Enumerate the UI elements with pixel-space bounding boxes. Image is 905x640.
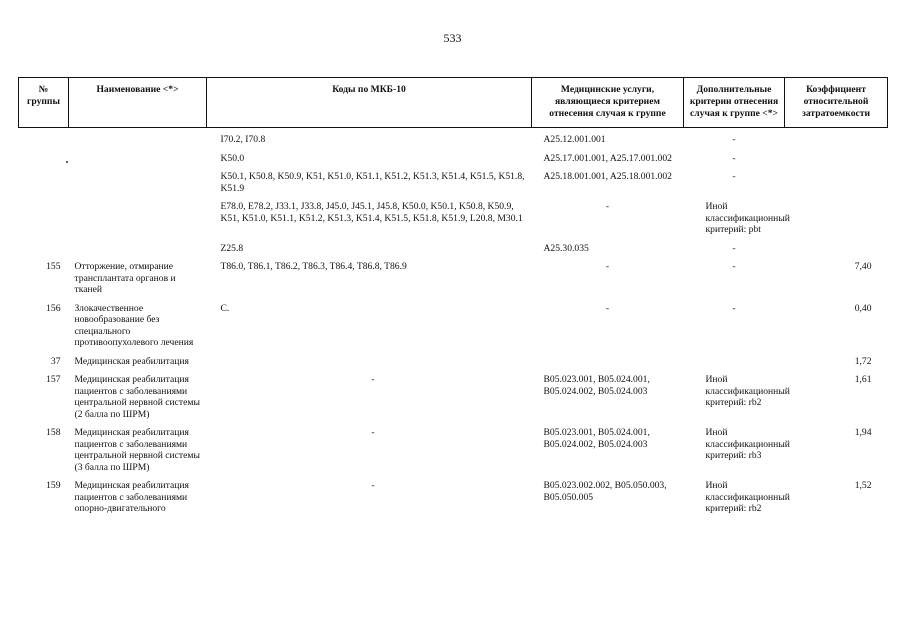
cell-coefficient bbox=[785, 128, 888, 150]
cell-name: Отторжение, отмирание трансплантата органов и тканей bbox=[74, 261, 176, 295]
table-header bbox=[19, 78, 888, 128]
cell-group-number bbox=[19, 168, 69, 198]
cell-icd-codes: - bbox=[371, 427, 375, 438]
cell-group-number: 157 bbox=[46, 374, 61, 385]
cell-icd-codes: K50.1, K50.8, K50.9, K51, K51.0, K51.1, K51.2, K51.3, K51.4, K51.5, K51.8, K51.9 bbox=[220, 171, 525, 194]
table-body bbox=[19, 128, 888, 519]
cell-coefficient bbox=[785, 168, 888, 198]
cell-coefficient: 7,40 bbox=[854, 261, 872, 272]
cell-extra-criteria: - bbox=[732, 242, 736, 254]
cell-group-number: 37 bbox=[50, 355, 61, 367]
cell-extra-criteria: Иной классификационный критерий: rb3 bbox=[705, 427, 790, 461]
table-row bbox=[19, 424, 888, 477]
header-group-number: № группы bbox=[19, 78, 69, 128]
tariff-table bbox=[18, 77, 888, 519]
cell-coefficient: 1,72 bbox=[854, 355, 872, 367]
tariff-table-container bbox=[18, 77, 888, 519]
table-row bbox=[19, 300, 888, 353]
cell-services: A25.30.035 bbox=[543, 242, 589, 254]
cell-group-number bbox=[19, 198, 69, 240]
cell-group-number bbox=[19, 128, 69, 150]
cell-services: B05.023.001, B05.024.001, B05.024.002, B05.024.003 bbox=[543, 427, 650, 450]
cell-group-number bbox=[19, 240, 69, 259]
cell-group-number: 156 bbox=[46, 302, 61, 314]
cell-services: A25.12.001.001 bbox=[543, 134, 606, 145]
cell-icd-codes bbox=[207, 353, 532, 372]
cell-icd-codes: - bbox=[371, 480, 375, 491]
cell-icd-codes: - bbox=[371, 374, 375, 385]
cell-services: B05.023.001, B05.024.001, B05.024.002, B05.024.003 bbox=[543, 374, 650, 397]
cell-extra-criteria: - bbox=[732, 302, 736, 314]
table-row bbox=[19, 371, 888, 424]
cell-services: - bbox=[605, 201, 610, 212]
cell-extra-criteria: - bbox=[732, 261, 736, 272]
cell-icd-codes: E78.0, E78.2, J33.1, J33.8, J45.0, J45.1, J45.8, K50.0, K50.1, K50.8, K50.9, K51, K51.0, K51.1, K51.2, K51.3, K51.4, K51.5, K51.8, K51.9, L20.8, M30.1 bbox=[220, 201, 523, 224]
page-number: 533 bbox=[443, 31, 462, 45]
cell-icd-codes: C. bbox=[220, 302, 230, 314]
header-coefficient: Коэффициент относительной затратоемкости bbox=[785, 78, 888, 128]
cell-name: Медицинская реабилитация пациентов с заболеваниями центральной нервной системы (3 балла по ШРМ) bbox=[74, 427, 200, 473]
cell-icd-codes: Z25.8 bbox=[220, 242, 244, 254]
cell-services: A25.17.001.001, A25.17.001.002 bbox=[543, 152, 672, 164]
cell-extra-criteria: - bbox=[732, 134, 736, 145]
header-icd-codes: Коды по МКБ-10 bbox=[207, 78, 532, 128]
table-row bbox=[19, 128, 888, 150]
header-extra-criteria: Дополнительные критерии отнесения случая к группе <*> bbox=[684, 78, 785, 128]
cell-coefficient bbox=[785, 240, 888, 259]
cell-coefficient bbox=[785, 150, 888, 169]
cell-coefficient: 1,94 bbox=[854, 427, 872, 438]
cell-group-number: 158 bbox=[46, 427, 61, 438]
table-row bbox=[19, 258, 888, 300]
table-row bbox=[19, 477, 888, 519]
cell-services: B05.023.002.002, B05.050.003, B05.050.005 bbox=[543, 480, 667, 503]
cell-name: Злокачественное новообразование без специального противоопухолевого лечения bbox=[74, 302, 194, 348]
header-services: Медицинские услуги, являющиеся критерием отнесения случая к группе bbox=[532, 78, 684, 128]
cell-name: Медицинская реабилитация пациентов с заболеваниями центральной нервной системы (2 балла по ШРМ) bbox=[74, 374, 200, 420]
header-name: Наименование <*> bbox=[69, 78, 207, 128]
table-row bbox=[19, 168, 888, 198]
cell-name bbox=[69, 198, 207, 240]
cell-coefficient: 1,61 bbox=[854, 374, 872, 385]
table-row bbox=[19, 240, 888, 259]
cell-extra-criteria: - bbox=[732, 171, 736, 182]
cell-coefficient: 1,52 bbox=[854, 480, 872, 491]
cell-coefficient bbox=[785, 198, 888, 240]
cell-extra-criteria: Иной классификационный критерий: rb2 bbox=[705, 374, 790, 408]
table-row bbox=[19, 150, 888, 169]
cell-group-number bbox=[19, 150, 69, 169]
cell-group-number: 159 bbox=[46, 480, 61, 491]
cell-extra-criteria: Иной классификационный критерий: rb2 bbox=[705, 480, 790, 514]
cell-name: Медицинская реабилитация пациентов с заболеваниями опорно-двигательного bbox=[74, 480, 189, 514]
cell-services: - bbox=[605, 302, 610, 314]
cell-services bbox=[532, 353, 684, 372]
cell-coefficient: 0,40 bbox=[854, 302, 872, 314]
cell-icd-codes: I70.2, I70.8 bbox=[220, 134, 266, 145]
cell-name bbox=[69, 240, 207, 259]
cell-services: A25.18.001.001, A25.18.001.002 bbox=[543, 171, 672, 182]
cell-icd-codes: K50.0 bbox=[220, 152, 245, 164]
cell-extra-criteria: - bbox=[732, 152, 736, 164]
cell-name bbox=[69, 128, 207, 150]
table-row bbox=[19, 198, 888, 240]
cell-name bbox=[69, 150, 207, 169]
cell-name bbox=[69, 168, 207, 198]
cell-services: - bbox=[605, 261, 610, 272]
cell-group-number: 155 bbox=[46, 261, 61, 272]
cell-name: Медицинская реабилитация bbox=[74, 355, 189, 367]
cell-icd-codes: T86.0, T86.1, T86.2, T86.3, T86.4, T86.8, T86.9 bbox=[220, 261, 407, 272]
table-row bbox=[19, 353, 888, 372]
cell-extra-criteria bbox=[684, 353, 785, 372]
cell-extra-criteria: Иной классификационный критерий: pbt bbox=[705, 201, 790, 235]
